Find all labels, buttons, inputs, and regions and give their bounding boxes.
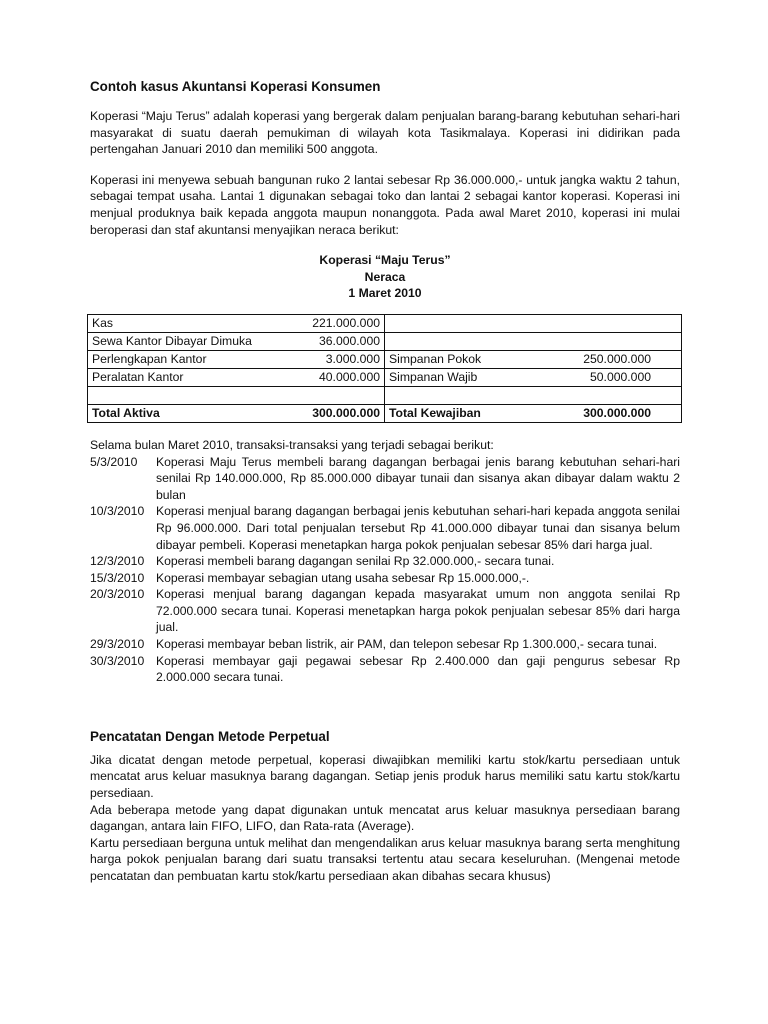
transaction-date: 29/3/2010	[90, 637, 145, 652]
transaction-text: Koperasi membayar sebagian utang usaha sebesar Rp 15.000.000,-.	[156, 570, 530, 585]
asset-value: 36.000.000	[302, 332, 385, 350]
balance-sheet-company: Koperasi “Maju Terus”	[319, 253, 451, 268]
transaction-text: Koperasi Maju Terus membeli barang dagangan berbagai jenis barang kebutuhan sehari-hari senilai Rp 140.000.000, Rp 85.000.000 dibayar tunaii dan sisanya akan dibayar dalam waktu 2 bulan	[156, 454, 680, 502]
intro-paragraph-1: Koperasi “Maju Terus” adalah koperasi yang bergerak dalam penjualan barang-barang kebutuhan sehari-hari masyarakat di suatu daerah pemukiman di wilayah kota Tasikmalaya. Koperasi ini didirikan pada pertengahan Januari 2010 dan memiliki 500 anggota.	[90, 109, 680, 157]
liability-value	[571, 332, 682, 350]
document-body	[90, 78, 680, 885]
table-row	[88, 386, 682, 404]
intro-paragraph-2: Koperasi ini menyewa sebuah bangunan ruko 2 lantai sebesar Rp 36.000.000,- untuk jangka waktu 2 tahun, sebagai tempat usaha. Lantai 1 digunakan sebagai toko dan lantai 2 sebagai kantor koperasi. Koperasi ini menjual produknya baik kepada anggota maupun nonanggota. Pada awal Maret 2010, koperasi ini mulai beroperasi dan staf akuntansi menyajikan neraca berikut:	[90, 172, 680, 237]
asset-value	[302, 386, 385, 404]
table-row	[88, 314, 682, 332]
transaction-text: Koperasi menjual barang dagangan kepada masyarakat umum non anggota senilai Rp 72.000.000 secara tunai. Koperasi menetapkan harga pokok penjualan sebesar 85% dari harga jual.	[156, 587, 680, 635]
liability-value: 250.000.000	[571, 350, 682, 368]
transaction-date: 5/3/2010	[90, 454, 138, 469]
transaction-date: 12/3/2010	[90, 554, 145, 569]
liability-value	[571, 386, 682, 404]
transaction-date: 20/3/2010	[90, 587, 145, 602]
transaction-text: Koperasi menjual barang dagangan berbagai jenis kebutuhan sehari-hari kepada anggota senilai Rp 96.000.000. Dari total penjualan tersebut Rp 41.000.000 dibayar tunai dan sisanya belum dibayar pembeli. Koperasi menetapkan harga pokok penjualan sebesar 85% dari harga jual.	[156, 504, 680, 552]
transaction-date: 15/3/2010	[90, 570, 145, 585]
asset-value: 40.000.000	[302, 368, 385, 386]
total-row	[88, 404, 682, 422]
asset-label: Kas	[88, 314, 303, 332]
liability-label	[385, 314, 572, 332]
balance-sheet-header	[90, 252, 680, 302]
list-item	[90, 570, 680, 587]
asset-label: Perlengkapan Kantor	[88, 350, 303, 368]
transactions-list	[90, 454, 680, 686]
list-item	[90, 454, 680, 504]
liability-value	[571, 314, 682, 332]
asset-value: 221.000.000	[302, 314, 385, 332]
list-item	[90, 586, 680, 636]
balance-sheet-date: 1 Maret 2010	[348, 286, 422, 301]
transaction-date: 30/3/2010	[90, 653, 145, 668]
total-assets-label: Total Aktiva	[88, 404, 303, 422]
table-row	[88, 332, 682, 350]
asset-value: 3.000.000	[302, 350, 385, 368]
liability-label	[385, 386, 572, 404]
list-item	[90, 553, 680, 570]
total-liabilities-label: Total Kewajiban	[385, 404, 572, 422]
transaction-text: Koperasi membayar gaji pegawai sebesar Rp 2.400.000 dan gaji pengurus sebesar Rp 2.000.000 secara tunai.	[156, 653, 680, 685]
table-row	[88, 350, 682, 368]
total-assets-value: 300.000.000	[302, 404, 385, 422]
section-paragraph-2: Ada beberapa metode yang dapat digunakan untuk mencatat arus keluar masuknya persediaan barang dagangan, antara lain FIFO, LIFO, dan Rata-rata (Average).	[90, 802, 680, 834]
document-title: Contoh kasus Akuntansi Koperasi Konsumen	[90, 79, 381, 94]
section-paragraph-3: Kartu persediaan berguna untuk melihat dan mengendalikan arus keluar masuknya barang serta menghitung harga pokok penjualan barang dari suatu transaksi tertentu atau secara keseluruhan. (Mengenai metode pencatatan dan pembuatan kartu stok/kartu persediaan akan dibahas secara khusus)	[90, 835, 680, 883]
balance-sheet-statement: Neraca	[364, 269, 406, 284]
transaction-date: 10/3/2010	[90, 504, 145, 519]
balance-sheet-table	[87, 314, 682, 423]
liability-label: Simpanan Wajib	[385, 368, 572, 386]
liability-value: 50.000.000	[571, 368, 682, 386]
liability-label	[385, 332, 572, 350]
asset-label: Sewa Kantor Dibayar Dimuka	[88, 332, 303, 350]
transactions-intro: Selama bulan Maret 2010, transaksi-transaksi yang terjadi sebagai berikut:	[90, 437, 494, 452]
table-row	[88, 368, 682, 386]
section-paragraph-1: Jika dicatat dengan metode perpetual, koperasi diwajibkan memiliki kartu stok/kartu persediaan untuk mencatat arus keluar masuknya barang dagangan. Setiap jenis produk harus memiliki satu kartu stok/kartu persediaan.	[90, 752, 680, 801]
list-item	[90, 636, 680, 653]
perpetual-method-section	[90, 728, 680, 885]
asset-label	[88, 386, 303, 404]
asset-label: Peralatan Kantor	[88, 368, 303, 386]
transaction-text: Koperasi membayar beban listrik, air PAM, dan telepon sebesar Rp 1.300.000,- secara tunai.	[156, 637, 658, 652]
list-item	[90, 503, 680, 553]
section-heading: Pencatatan Dengan Metode Perpetual	[90, 728, 330, 744]
list-item	[90, 653, 680, 686]
total-liabilities-value: 300.000.000	[571, 404, 682, 422]
transaction-text: Koperasi membeli barang dagangan senilai Rp 32.000.000,- secara tunai.	[156, 554, 555, 569]
liability-label: Simpanan Pokok	[385, 350, 572, 368]
